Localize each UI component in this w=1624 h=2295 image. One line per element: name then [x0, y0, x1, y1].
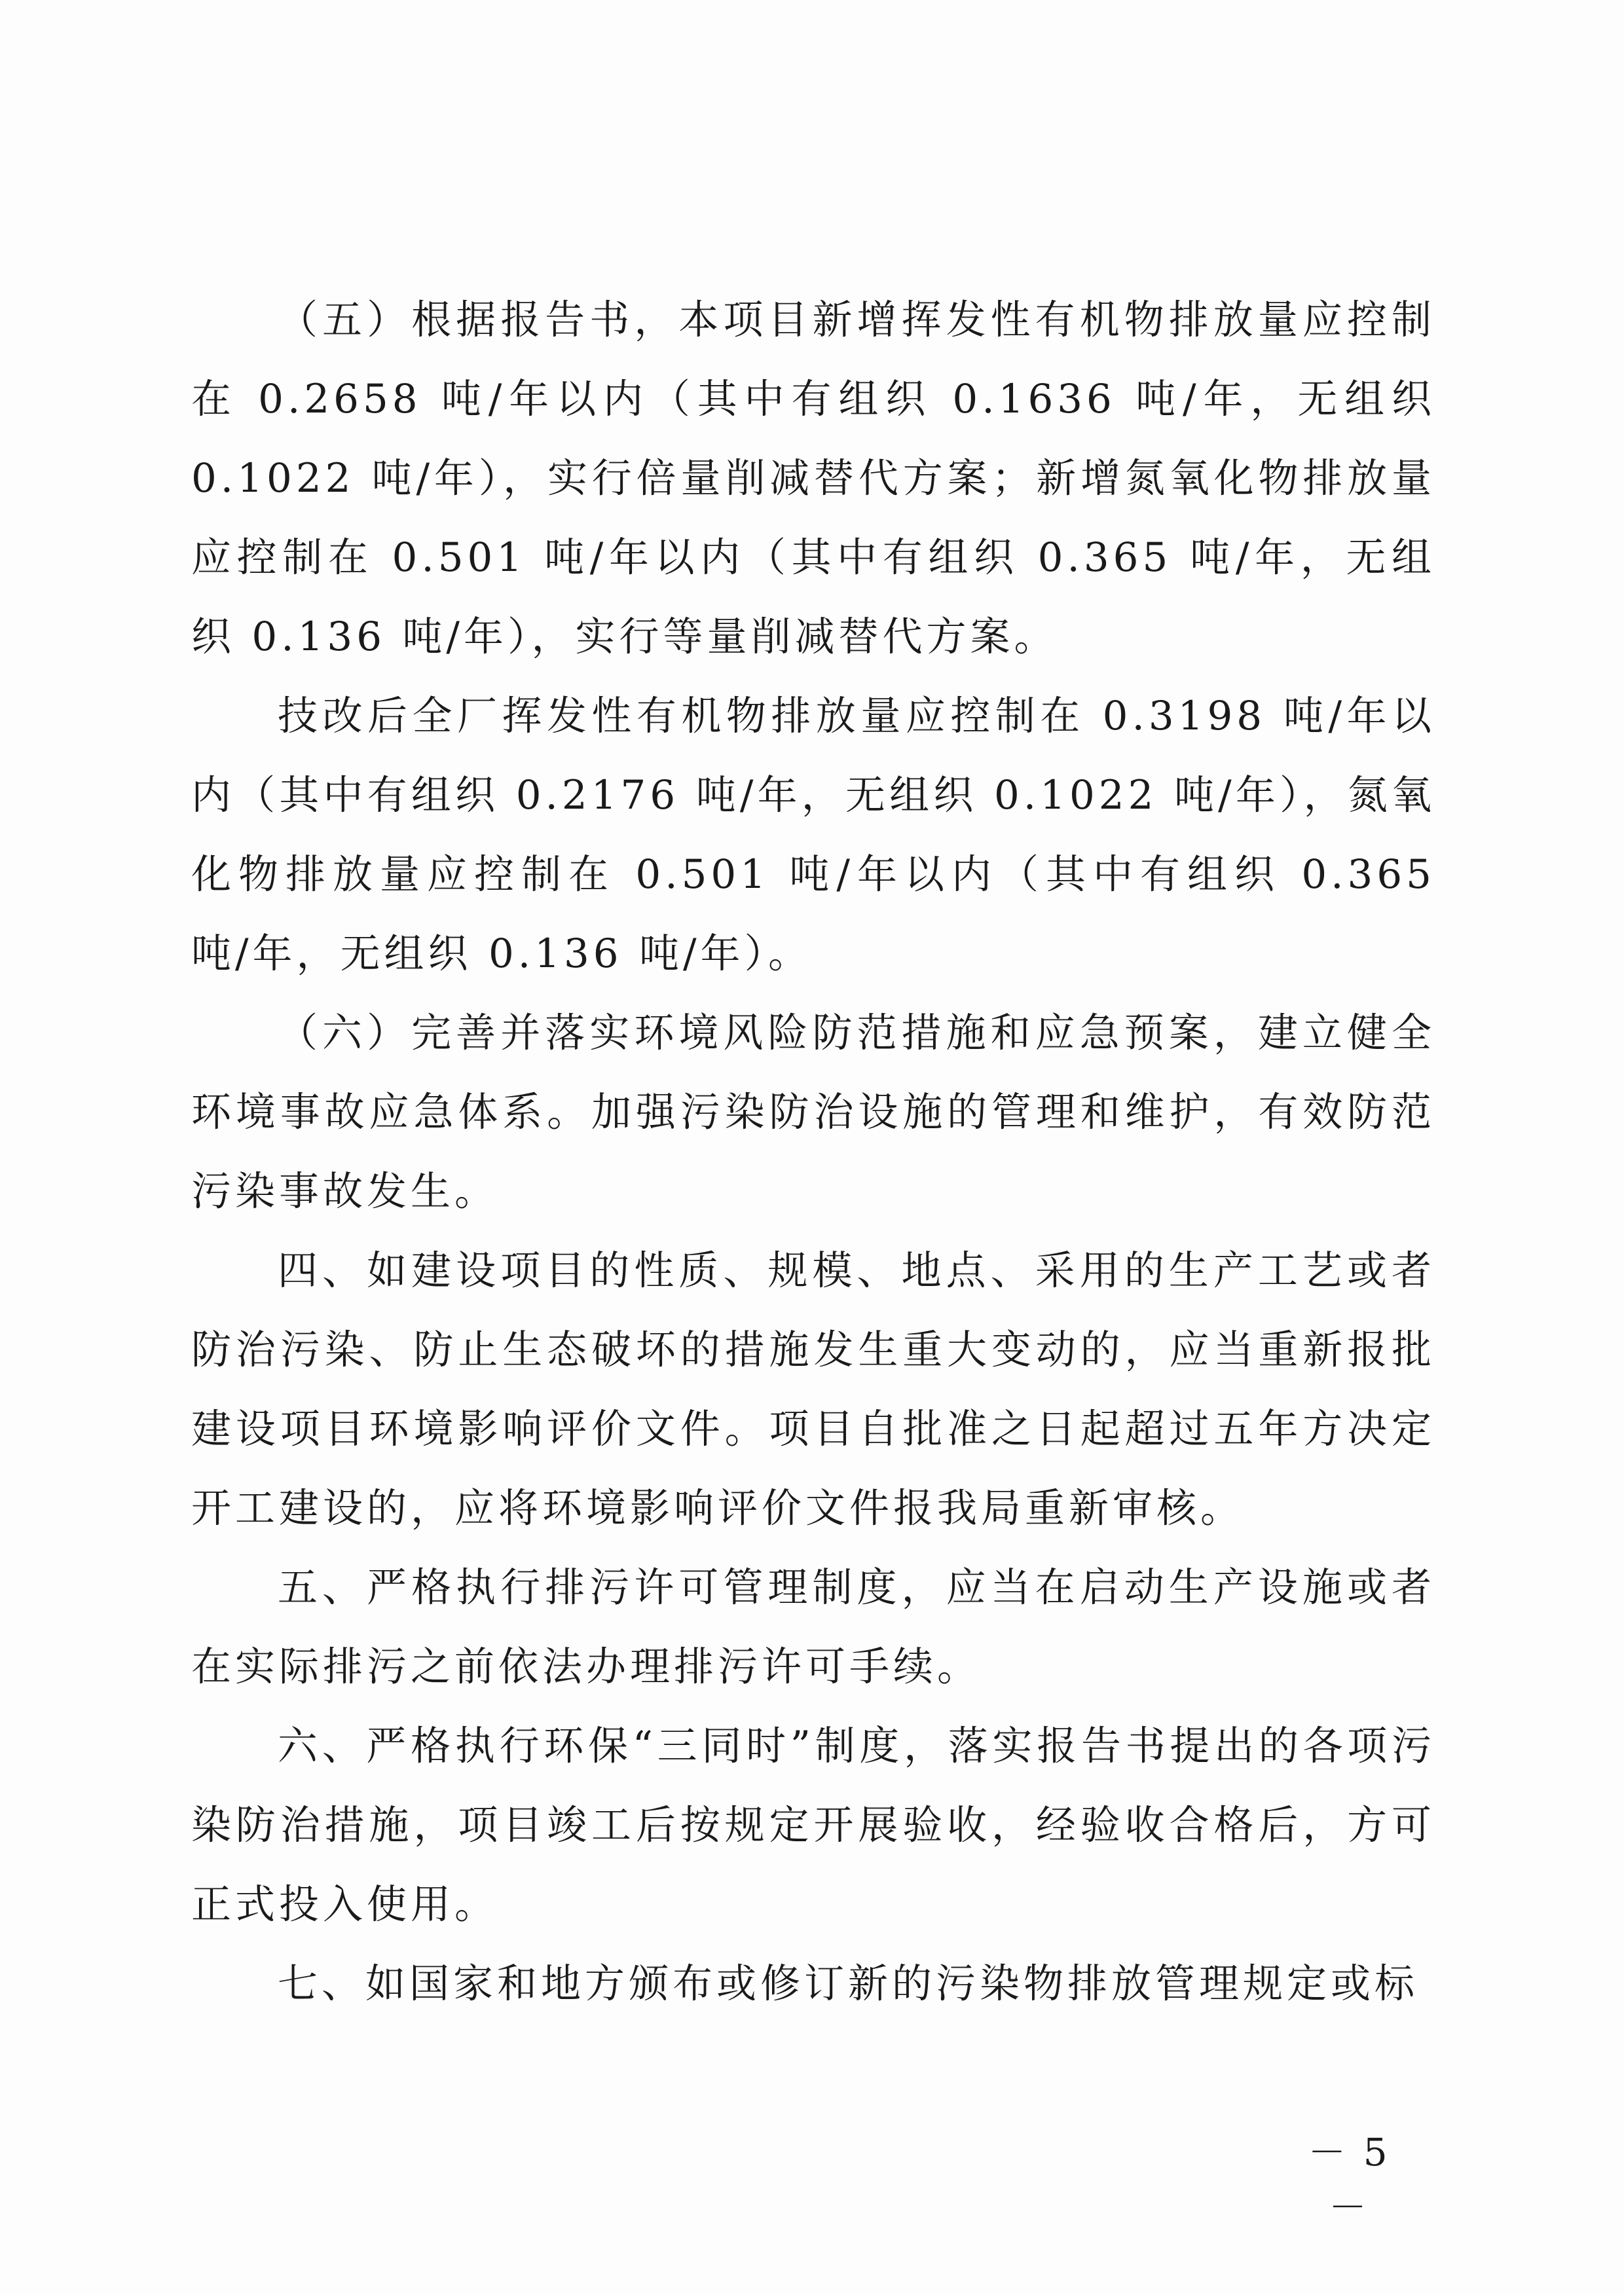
paragraph-item-five: 五、严格执行排污许可管理制度，应当在启动生产设施或者在实际排污之前依法办理排污许可手续。 [191, 1564, 1435, 1690]
paragraph-item-six: 六、严格执行环保“三同时”制度，落实报告书提出的各项污染防治措施，项目竣工后按规定开展验收，经验收合格后，方可正式投入使用。 [191, 1723, 1435, 1928]
paragraph-item-four: 四、如建设项目的性质、规模、地点、采用的生产工艺或者防治污染、防止生态破坏的措施发生重大变动的，应当重新报批建设项目环境影响评价文件。项目自批准之日起超过五年方决定开工建设的，应将环境影响评价文件报我局重新审核。 [191, 1247, 1435, 1532]
page-number: － 5 － [1308, 2130, 1390, 2230]
paragraph-emission-control-total: 技改后全厂挥发性有机物排放量应控制在 0.3198 吨/年以内（其中有组织 0.2176 吨/年，无组织 0.1022 吨/年），氮氧化物排放量应控制在 0.501 吨/年以内（其中有组织 0.365 吨/年，无组织 0.136 吨/年）。 [191, 693, 1435, 977]
paragraph-item-seven: 七、如国家和地方颁布或修订新的污染物排放管理规定或标 [278, 1960, 1419, 2007]
paragraph-emission-control-new: （五）根据报告书，本项目新增挥发性有机物排放量应控制在 0.2658 吨/年以内（其中有组织 0.1636 吨/年，无组织 0.1022 吨/年），实行倍量削减替代方案；新增氮氧化物排放量应控制在 0.501 吨/年以内（其中有组织 0.365 吨/年，无组织 0.136 吨/年），实行等量削减替代方案。 [191, 297, 1435, 660]
document-body [191, 280, 1435, 2023]
paragraph-risk-prevention: （六）完善并落实环境风险防范措施和应急预案，建立健全环境事故应急体系。加强污染防治设施的管理和维护，有效防范污染事故发生。 [191, 1010, 1435, 1215]
